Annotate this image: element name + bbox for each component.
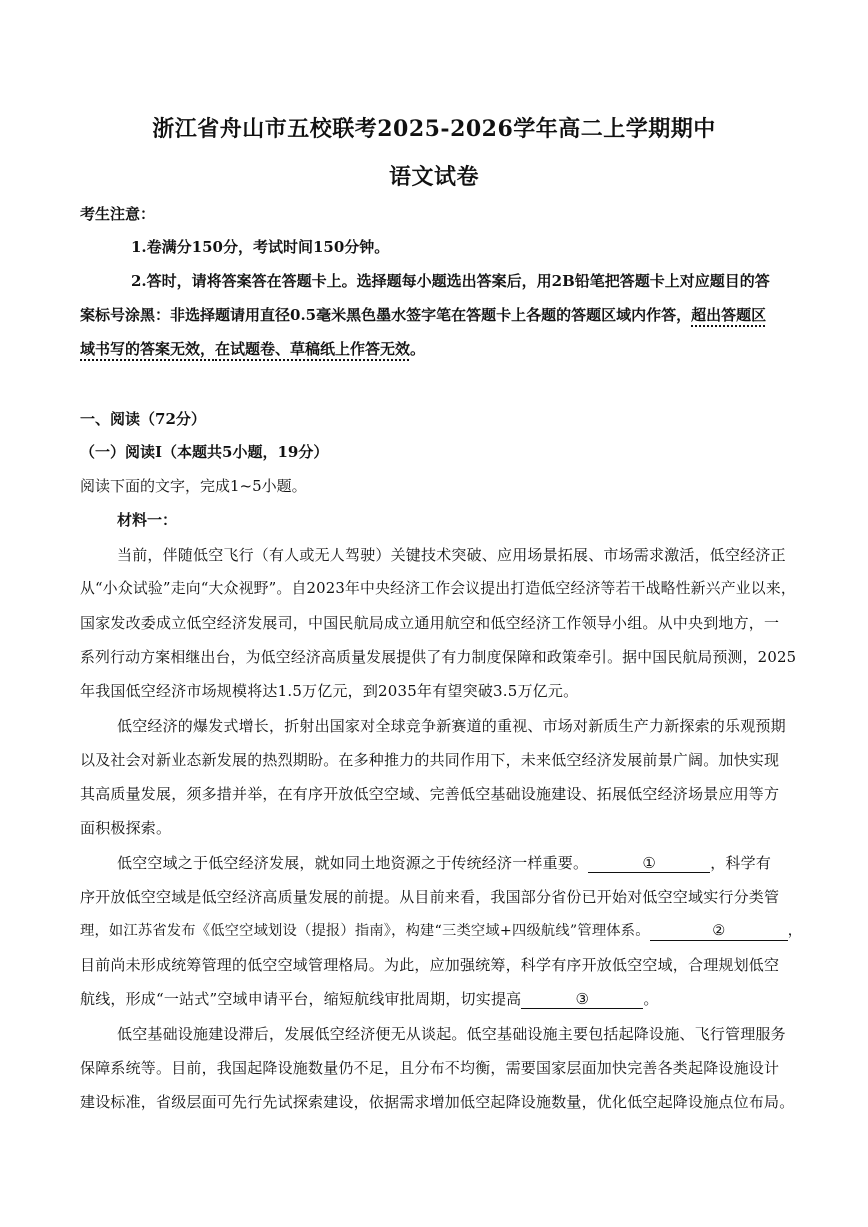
paragraph-4-line: 低空基础设施建设滞后，发展低空经济便无从谈起。低空基础设施主要包括起降设施、飞行管理服务 <box>117 1025 786 1043</box>
material-label: 材料一： <box>117 511 178 529</box>
sub-section-heading: （一）阅读Ⅰ（本题共5小题，19分） <box>80 443 329 461</box>
paragraph-2-line: 面积极探索。 <box>80 819 172 837</box>
notice-item-2-line-3 <box>80 339 425 359</box>
fill-blank-2: ② <box>650 922 788 941</box>
paragraph-2-line: 其高质量发展，须多措并举，在有序开放低空空域、完善低空基础设施建设、拓展低空经济场景应用等方 <box>80 785 780 803</box>
paragraph-3-text: ， <box>787 923 803 939</box>
notice-emphasis-2: 域书写的答案无效， <box>80 340 216 358</box>
paragraph-4-line: 保障系统等。目前，我国起降设施数量仍不足，且分布不均衡，需要国家层面加快完善各类起降设施设计 <box>80 1059 780 1077</box>
exam-subtitle: 语文试卷 <box>388 164 479 190</box>
notice-item-2-line-1: 2.答时，请将答案答在答题卡上。选择题每小题选出答案后，用2B铅笔把答题卡上对应题目的答 <box>131 272 770 290</box>
paragraph-3-line-3 <box>80 921 802 941</box>
fill-blank-1: ① <box>588 854 710 873</box>
notice-heading: 考生注意： <box>80 205 156 223</box>
notice-item-1: 1.卷满分150分，考试时间150分钟。 <box>131 238 390 256</box>
paragraph-3-line-2: 序开放低空空域是低空经济高质量发展的前提。从目前来看，我国部分省份已开始对低空空域实行分类管 <box>80 888 780 906</box>
section-heading: 一、阅读（72分） <box>80 410 206 428</box>
paragraph-3-line-5 <box>80 989 659 1009</box>
notice-item-2-line-2 <box>80 305 766 325</box>
notice-emphasis-3: 在试题卷、草稿纸上作答无效 <box>215 340 411 358</box>
paragraph-1-line: 当前，伴随低空飞行（有人或无人驾驶）关键技术突破、应用场景拓展、市场需求激活，低空经济正 <box>117 546 786 564</box>
paragraph-1-line: 年我国低空经济市场规模将达1.5万亿元，到2035年有望突破3.5万亿元。 <box>80 682 579 700</box>
paragraph-3-text: 航线，形成“一站式”空域申请平台，缩短航线审批周期，切实提高 <box>80 990 522 1008</box>
paragraph-3-line-4: 目前尚未形成统筹管理的低空空域管理格局。为此，应加强统筹，科学有序开放低空空域，合理规划低空 <box>80 956 780 974</box>
paragraph-3-text: ，科学有 <box>710 854 772 872</box>
paragraph-2-line: 低空经济的爆发式增长，折射出国家对全球竞争新赛道的重视、市场对新质生产力新探索的乐观预期 <box>117 717 786 735</box>
paragraph-3-text: 。 <box>643 990 659 1008</box>
paragraph-3-line-1 <box>117 853 771 873</box>
fill-blank-3: ③ <box>521 990 643 1009</box>
paragraph-1-line: 从“小众试验”走向“大众视野”。自2023年中央经济工作会议提出打造低空经济等若干战略性新兴产业以来， <box>80 580 796 597</box>
instruction-text: 阅读下面的文字，完成1~5小题。 <box>80 477 307 495</box>
notice-item-2-line-2-text: 案标号涂黑：非选择题请用直径0.5毫米黑色墨水签字笔在答题卡上各题的答题区域内作答， <box>80 306 692 324</box>
notice-end-mark: 。 <box>410 340 426 358</box>
paragraph-3-text: 理，如江苏省发布《低空空域划设（提报）指南》，构建“三类空域+四级航线”管理体系。 <box>80 923 650 939</box>
paragraph-2-line: 以及社会对新业态新发展的热烈期盼。在多种推力的共同作用下，未来低空经济发展前景广阔。加快实现 <box>80 751 780 769</box>
paragraph-1-line: 国家发改委成立低空经济发展司，中国民航局成立通用航空和低空经济工作领导小组。从中央到地方，一 <box>80 614 780 632</box>
paragraph-4-line: 建设标准，省级层面可先行先试探索建设，依据需求增加低空起降设施数量，优化低空起降设施点位布局。 <box>80 1093 795 1111</box>
paragraph-1-line: 系列行动方案相继出台，为低空经济高质量发展提供了有力制度保障和政策牵引。据中国民航局预测，2025 <box>80 648 797 666</box>
paragraph-3-text: 低空空域之于低空经济发展，就如同土地资源之于传统经济一样重要。 <box>117 854 589 872</box>
notice-emphasis-1: 超出答题区 <box>691 306 767 324</box>
exam-title: 浙江省舟山市五校联考2025-2026学年高二上学期期中 <box>152 116 716 142</box>
